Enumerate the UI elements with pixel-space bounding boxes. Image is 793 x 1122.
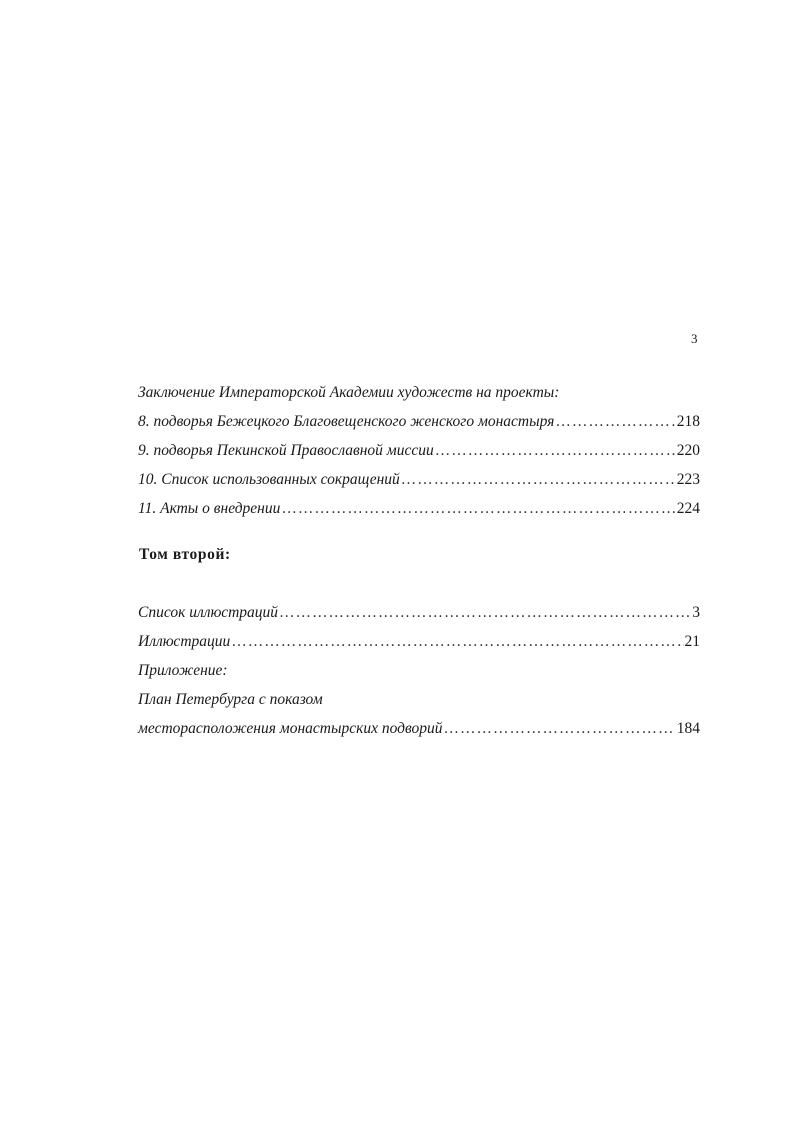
toc-entry-text: Иллюстрации xyxy=(138,633,231,650)
toc-entry xyxy=(138,627,700,656)
dot-leader xyxy=(401,465,676,494)
toc-entry-text: Список иллюстраций xyxy=(138,604,279,621)
page-number: 3 xyxy=(691,331,698,346)
toc-intro-line: Заключение Императорской Академии художеств на проекты: xyxy=(138,384,560,401)
toc-entry-text: 10. Список использованных сокращений xyxy=(138,471,400,488)
toc-entry-page: 223 xyxy=(676,471,700,488)
toc-entry xyxy=(138,494,700,523)
toc-entry-page: 218 xyxy=(676,413,700,430)
toc-entry-text: 8. подворья Бежецкого Благовещенского женского монастыря xyxy=(138,413,555,430)
toc-entry-text: 9. подворья Пекинской Православной миссии xyxy=(138,442,434,459)
dot-leader xyxy=(279,598,691,627)
dot-leader xyxy=(444,714,676,743)
toc-entry-page: 224 xyxy=(676,500,700,517)
volume-two-heading: Том второй: xyxy=(139,546,231,563)
toc-entry-page: 184 xyxy=(676,720,700,737)
toc-entry-text: 11. Акты о внедрении xyxy=(138,500,281,517)
dot-leader xyxy=(281,494,675,523)
toc-entry-page: 21 xyxy=(684,633,700,650)
toc-entry xyxy=(138,465,700,494)
toc-entry xyxy=(138,407,700,436)
toc-section-volume-two xyxy=(138,598,700,743)
toc-entry xyxy=(138,436,700,465)
appendix-label: Приложение: xyxy=(138,662,228,679)
toc-entry xyxy=(138,714,700,743)
appendix-line: План Петербурга с показом xyxy=(138,691,323,708)
toc-entry-text: месторасположения монастырских подворий xyxy=(138,720,443,737)
dot-leader xyxy=(435,436,676,465)
toc-section-volume-one xyxy=(138,378,700,523)
toc-entry-page: 220 xyxy=(676,442,700,459)
dot-leader xyxy=(555,407,675,436)
toc-entry-page: 3 xyxy=(692,604,700,621)
dot-leader xyxy=(231,627,683,656)
toc-entry xyxy=(138,598,700,627)
